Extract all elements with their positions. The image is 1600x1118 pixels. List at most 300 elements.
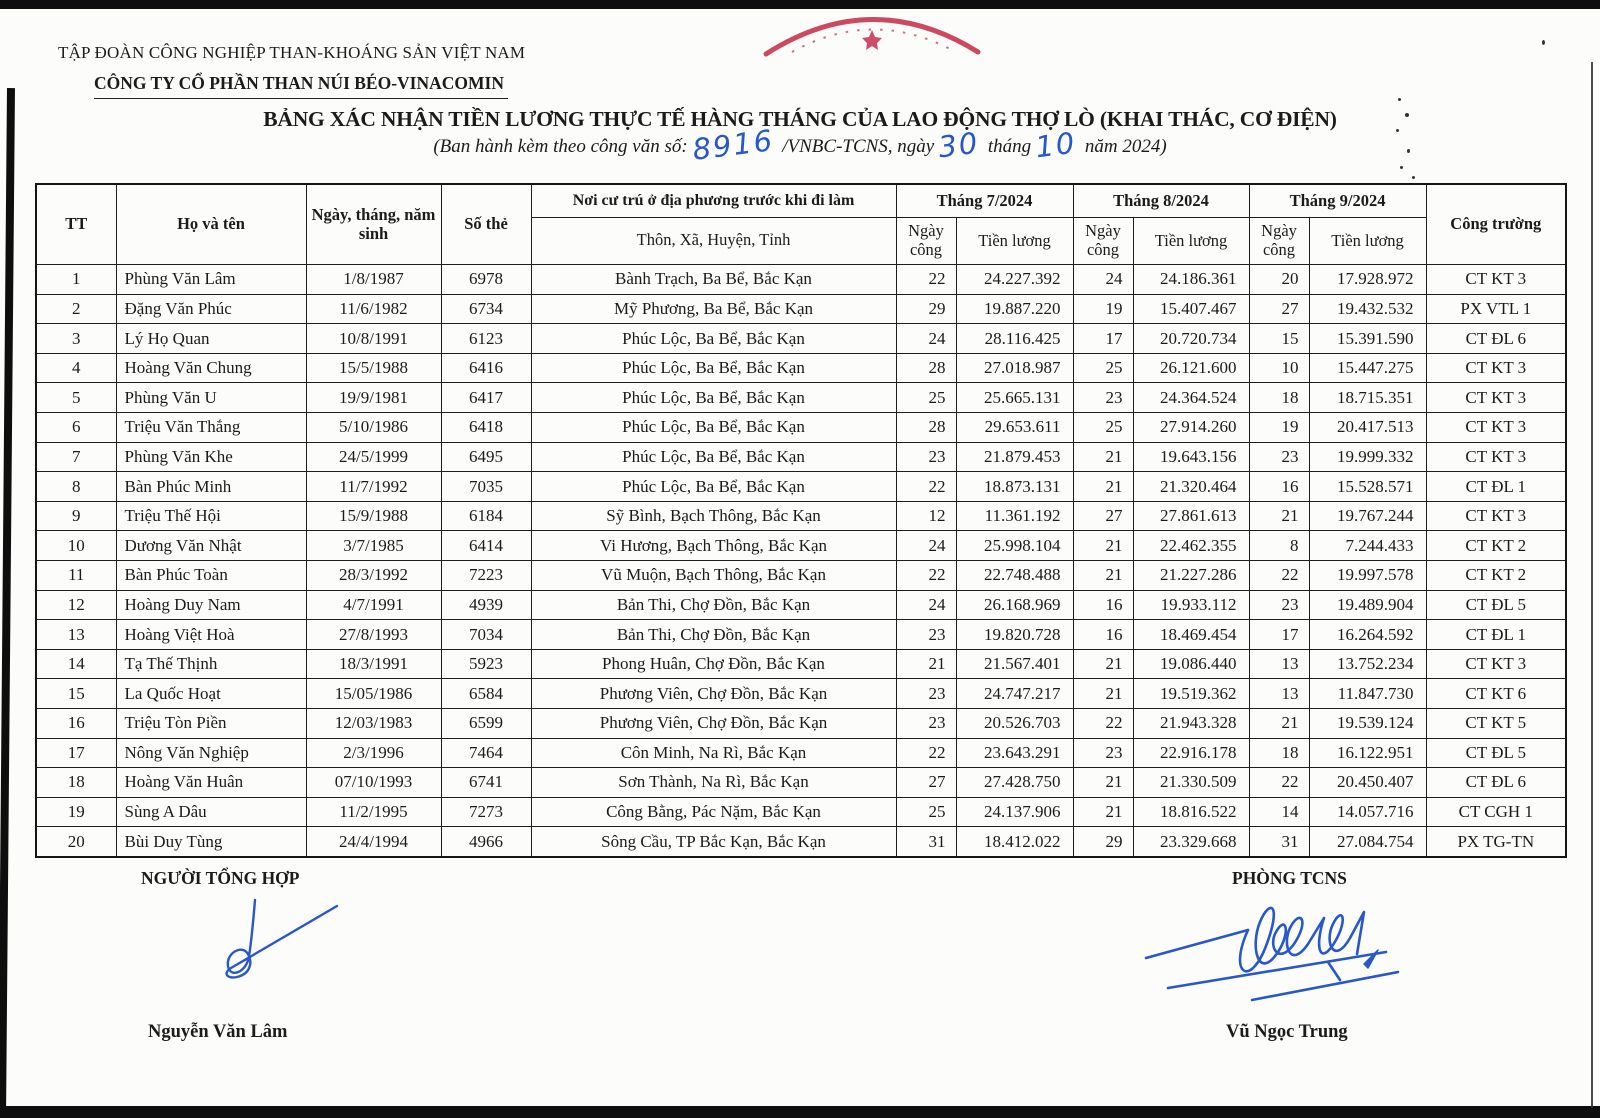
salary-table-body <box>36 265 1566 857</box>
cell-d8: 25 <box>1073 353 1133 383</box>
cell-tt: 3 <box>36 324 116 354</box>
cell-s8: 24.186.361 <box>1133 265 1249 295</box>
cell-s9: 11.847.730 <box>1309 679 1426 709</box>
cell-residence: Sỹ Bình, Bạch Thông, Bắc Kạn <box>531 501 896 531</box>
cell-d7: 25 <box>896 797 956 827</box>
cell-d7: 28 <box>896 353 956 383</box>
signature-name-left: Nguyễn Văn Lâm <box>148 1022 288 1042</box>
cell-dob: 3/7/1985 <box>306 531 441 561</box>
cell-dob: 10/8/1991 <box>306 324 441 354</box>
cell-card: 6584 <box>441 679 531 709</box>
subtitle-mid: /VNBC-TCNS, ngày <box>782 136 935 157</box>
cell-tt: 20 <box>36 827 116 857</box>
cell-name: Bàn Phúc Toàn <box>116 560 306 590</box>
cell-card: 7464 <box>441 738 531 768</box>
cell-s8: 23.329.668 <box>1133 827 1249 857</box>
cell-s7: 22.748.488 <box>956 560 1073 590</box>
cell-name: Sùng A Dâu <box>116 797 306 827</box>
cell-s9: 18.715.351 <box>1309 383 1426 413</box>
handwritten-doc-number: 8916 <box>690 123 776 167</box>
cell-tt: 13 <box>36 620 116 650</box>
cell-s7: 24.137.906 <box>956 797 1073 827</box>
cell-s7: 29.653.611 <box>956 412 1073 442</box>
cell-d9: 21 <box>1249 708 1309 738</box>
handwritten-month: 10 <box>1033 125 1079 165</box>
document-title: BẢNG XÁC NHẬN TIỀN LƯƠNG THỰC TẾ HÀNG THÁNG CỦA LAO ĐỘNG THỢ LÒ (KHAI THÁC, CƠ ĐIỆN) <box>263 107 1337 131</box>
cell-card: 6123 <box>441 324 531 354</box>
cell-d9: 13 <box>1249 649 1309 679</box>
col-header-days-8: Ngày công <box>1073 218 1133 265</box>
cell-dob: 28/3/1992 <box>306 560 441 590</box>
cell-s9: 14.057.716 <box>1309 797 1426 827</box>
cell-name: Phùng Văn Khe <box>116 442 306 472</box>
cell-d8: 27 <box>1073 501 1133 531</box>
signature-name-right: Vũ Ngọc Trung <box>1226 1022 1348 1042</box>
cell-s7: 25.665.131 <box>956 383 1073 413</box>
cell-residence: Sông Cầu, TP Bắc Kạn, Bắc Kạn <box>531 827 896 857</box>
col-header-salary-7: Tiền lương <box>956 218 1073 265</box>
cell-site: CT KT 3 <box>1426 412 1566 442</box>
letterhead <box>58 40 525 99</box>
scan-edge-right <box>1591 62 1593 1108</box>
table-row <box>36 324 1566 354</box>
col-header-salary-8: Tiền lương <box>1133 218 1249 265</box>
col-header-salary-9: Tiền lương <box>1309 218 1426 265</box>
cell-site: PX TG-TN <box>1426 827 1566 857</box>
cell-d7: 22 <box>896 560 956 590</box>
cell-name: Tạ Thế Thịnh <box>116 649 306 679</box>
cell-site: CT ĐL 5 <box>1426 590 1566 620</box>
cell-s8: 18.469.454 <box>1133 620 1249 650</box>
cell-d9: 23 <box>1249 590 1309 620</box>
cell-d8: 21 <box>1073 768 1133 798</box>
cell-dob: 24/4/1994 <box>306 827 441 857</box>
cell-name: Đặng Văn Phúc <box>116 294 306 324</box>
scan-edge-left <box>0 88 15 1118</box>
cell-site: CT KT 2 <box>1426 531 1566 561</box>
cell-d8: 25 <box>1073 412 1133 442</box>
cell-residence: Mỹ Phương, Ba Bể, Bắc Kạn <box>531 294 896 324</box>
cell-d7: 24 <box>896 324 956 354</box>
cell-d7: 24 <box>896 590 956 620</box>
cell-site: CT KT 2 <box>1426 560 1566 590</box>
cell-residence: Côn Minh, Na Rì, Bắc Kạn <box>531 738 896 768</box>
cell-card: 7273 <box>441 797 531 827</box>
cell-s8: 21.227.286 <box>1133 560 1249 590</box>
cell-card: 6599 <box>441 708 531 738</box>
signature-title-right: PHÒNG TCNS <box>1232 868 1347 888</box>
cell-d7: 23 <box>896 708 956 738</box>
cell-d9: 21 <box>1249 501 1309 531</box>
cell-s9: 19.997.578 <box>1309 560 1426 590</box>
cell-name: Bùi Duy Tùng <box>116 827 306 857</box>
red-stamp-arc-icon <box>752 2 992 66</box>
cell-dob: 07/10/1993 <box>306 768 441 798</box>
cell-card: 6734 <box>441 294 531 324</box>
cell-name: Dương Văn Nhật <box>116 531 306 561</box>
cell-s8: 24.364.524 <box>1133 383 1249 413</box>
col-header-month7: Tháng 7/2024 <box>896 184 1073 218</box>
cell-s8: 21.330.509 <box>1133 768 1249 798</box>
cell-dob: 18/3/1991 <box>306 649 441 679</box>
cell-name: Hoàng Văn Chung <box>116 353 306 383</box>
ink-speck <box>1405 113 1409 117</box>
cell-s9: 20.450.407 <box>1309 768 1426 798</box>
cell-name: Bàn Phúc Minh <box>116 472 306 502</box>
cell-card: 6978 <box>441 265 531 295</box>
cell-d8: 22 <box>1073 708 1133 738</box>
cell-name: Phùng Văn U <box>116 383 306 413</box>
cell-residence: Phúc Lộc, Ba Bể, Bắc Kạn <box>531 324 896 354</box>
cell-d7: 22 <box>896 472 956 502</box>
cell-s9: 27.084.754 <box>1309 827 1426 857</box>
cell-d9: 31 <box>1249 827 1309 857</box>
cell-card: 6418 <box>441 412 531 442</box>
table-row <box>36 472 1566 502</box>
cell-d8: 19 <box>1073 294 1133 324</box>
cell-site: CT KT 3 <box>1426 442 1566 472</box>
cell-tt: 16 <box>36 708 116 738</box>
col-header-name: Họ và tên <box>116 184 306 265</box>
cell-s8: 18.816.522 <box>1133 797 1249 827</box>
cell-dob: 11/7/1992 <box>306 472 441 502</box>
cell-tt: 17 <box>36 738 116 768</box>
cell-site: PX VTL 1 <box>1426 294 1566 324</box>
cell-s7: 21.879.453 <box>956 442 1073 472</box>
cell-s8: 20.720.734 <box>1133 324 1249 354</box>
table-row <box>36 679 1566 709</box>
cell-residence: Phúc Lộc, Ba Bể, Bắc Kạn <box>531 383 896 413</box>
cell-d9: 22 <box>1249 768 1309 798</box>
col-header-dob: Ngày, tháng, năm sinh <box>306 184 441 265</box>
cell-tt: 5 <box>36 383 116 413</box>
cell-tt: 14 <box>36 649 116 679</box>
cell-card: 4966 <box>441 827 531 857</box>
cell-tt: 1 <box>36 265 116 295</box>
org-name-parent: TẬP ĐOÀN CÔNG NGHIỆP THAN-KHOÁNG SẢN VIỆT NAM <box>58 43 526 62</box>
cell-s8: 26.121.600 <box>1133 353 1249 383</box>
cell-d7: 22 <box>896 265 956 295</box>
cell-s8: 19.933.112 <box>1133 590 1249 620</box>
cell-s9: 19.999.332 <box>1309 442 1426 472</box>
cell-residence: Phương Viên, Chợ Đồn, Bắc Kạn <box>531 679 896 709</box>
cell-residence: Phương Viên, Chợ Đồn, Bắc Kạn <box>531 708 896 738</box>
table-row <box>36 383 1566 413</box>
table-row <box>36 590 1566 620</box>
cell-s7: 27.428.750 <box>956 768 1073 798</box>
cell-s8: 22.462.355 <box>1133 531 1249 561</box>
cell-name: Nông Văn Nghiệp <box>116 738 306 768</box>
col-header-month9: Tháng 9/2024 <box>1249 184 1426 218</box>
table-row <box>36 768 1566 798</box>
cell-tt: 11 <box>36 560 116 590</box>
cell-site: CT KT 3 <box>1426 501 1566 531</box>
cell-card: 6184 <box>441 501 531 531</box>
table-row <box>36 708 1566 738</box>
ink-speck <box>1400 166 1403 169</box>
cell-d8: 21 <box>1073 679 1133 709</box>
cell-d8: 21 <box>1073 649 1133 679</box>
ink-speck <box>1542 40 1545 45</box>
cell-d7: 23 <box>896 679 956 709</box>
cell-card: 5923 <box>441 649 531 679</box>
cell-residence: Phúc Lộc, Ba Bể, Bắc Kạn <box>531 353 896 383</box>
cell-s7: 24.747.217 <box>956 679 1073 709</box>
cell-d7: 22 <box>896 738 956 768</box>
cell-dob: 4/7/1991 <box>306 590 441 620</box>
cell-d8: 23 <box>1073 738 1133 768</box>
cell-dob: 5/10/1986 <box>306 412 441 442</box>
cell-s8: 15.407.467 <box>1133 294 1249 324</box>
table-row <box>36 620 1566 650</box>
cell-d7: 24 <box>896 531 956 561</box>
cell-dob: 24/5/1999 <box>306 442 441 472</box>
cell-name: Triệu Tòn Piền <box>116 708 306 738</box>
cell-s8: 19.086.440 <box>1133 649 1249 679</box>
cell-site: CT ĐL 1 <box>1426 472 1566 502</box>
table-row <box>36 738 1566 768</box>
cell-d9: 8 <box>1249 531 1309 561</box>
ink-speck <box>1398 98 1401 101</box>
cell-tt: 12 <box>36 590 116 620</box>
cell-d9: 16 <box>1249 472 1309 502</box>
cell-card: 7223 <box>441 560 531 590</box>
table-row <box>36 442 1566 472</box>
subtitle-prefix: (Ban hành kèm theo công văn số: <box>433 136 688 157</box>
cell-tt: 15 <box>36 679 116 709</box>
cell-d9: 13 <box>1249 679 1309 709</box>
cell-d8: 21 <box>1073 531 1133 561</box>
col-header-residence <box>531 184 896 265</box>
cell-site: CT KT 6 <box>1426 679 1566 709</box>
cell-s8: 27.914.260 <box>1133 412 1249 442</box>
cell-s7: 18.873.131 <box>956 472 1073 502</box>
cell-d8: 21 <box>1073 472 1133 502</box>
signature-right-icon <box>1128 892 1458 1008</box>
cell-d7: 29 <box>896 294 956 324</box>
cell-dob: 15/05/1986 <box>306 679 441 709</box>
subtitle-thang: tháng <box>987 136 1032 157</box>
cell-s7: 20.526.703 <box>956 708 1073 738</box>
cell-s9: 19.767.244 <box>1309 501 1426 531</box>
cell-residence: Vi Hương, Bạch Thông, Bắc Kạn <box>531 531 896 561</box>
col-header-month8: Tháng 8/2024 <box>1073 184 1249 218</box>
cell-s7: 21.567.401 <box>956 649 1073 679</box>
handwritten-day: 30 <box>936 125 982 165</box>
cell-d8: 21 <box>1073 797 1133 827</box>
cell-tt: 2 <box>36 294 116 324</box>
cell-d8: 17 <box>1073 324 1133 354</box>
cell-d9: 18 <box>1249 383 1309 413</box>
table-row <box>36 827 1566 857</box>
cell-s9: 16.264.592 <box>1309 620 1426 650</box>
table-row <box>36 531 1566 561</box>
table-row <box>36 353 1566 383</box>
cell-d8: 24 <box>1073 265 1133 295</box>
table-row <box>36 797 1566 827</box>
cell-residence: Bản Thi, Chợ Đồn, Bắc Kạn <box>531 590 896 620</box>
cell-dob: 19/9/1981 <box>306 383 441 413</box>
ink-speck <box>1412 176 1415 179</box>
col-header-tt: TT <box>36 184 116 265</box>
cell-card: 6417 <box>441 383 531 413</box>
cell-d9: 19 <box>1249 412 1309 442</box>
cell-s9: 16.122.951 <box>1309 738 1426 768</box>
cell-s9: 19.432.532 <box>1309 294 1426 324</box>
ink-speck <box>1407 149 1410 153</box>
cell-residence: Phúc Lộc, Ba Bể, Bắc Kạn <box>531 412 896 442</box>
cell-residence: Vũ Muộn, Bạch Thông, Bắc Kạn <box>531 560 896 590</box>
cell-tt: 4 <box>36 353 116 383</box>
cell-name: Phùng Văn Lâm <box>116 265 306 295</box>
cell-residence: Bành Trạch, Ba Bể, Bắc Kạn <box>531 265 896 295</box>
cell-site: CT KT 3 <box>1426 265 1566 295</box>
cell-name: Hoàng Việt Hoà <box>116 620 306 650</box>
cell-card: 6495 <box>441 442 531 472</box>
cell-s7: 26.168.969 <box>956 590 1073 620</box>
col-header-residence-bottom: Thôn, Xã, Huyện, Tỉnh <box>636 230 791 250</box>
org-name-company: CÔNG TY CỔ PHẦN THAN NÚI BÉO-VINACOMIN <box>94 70 508 99</box>
cell-s7: 27.018.987 <box>956 353 1073 383</box>
cell-dob: 11/2/1995 <box>306 797 441 827</box>
cell-d9: 20 <box>1249 265 1309 295</box>
cell-d7: 23 <box>896 620 956 650</box>
cell-card: 7034 <box>441 620 531 650</box>
cell-d9: 27 <box>1249 294 1309 324</box>
cell-s8: 22.916.178 <box>1133 738 1249 768</box>
cell-name: Hoàng Duy Nam <box>116 590 306 620</box>
cell-s8: 19.519.362 <box>1133 679 1249 709</box>
cell-tt: 10 <box>36 531 116 561</box>
cell-card: 6416 <box>441 353 531 383</box>
cell-tt: 19 <box>36 797 116 827</box>
cell-card: 4939 <box>441 590 531 620</box>
cell-site: CT KT 3 <box>1426 353 1566 383</box>
cell-dob: 2/3/1996 <box>306 738 441 768</box>
cell-card: 6741 <box>441 768 531 798</box>
cell-s8: 27.861.613 <box>1133 501 1249 531</box>
cell-s8: 21.943.328 <box>1133 708 1249 738</box>
col-header-residence-top: Nơi cư trú ở địa phương trước khi đi làm <box>532 186 896 218</box>
cell-d7: 27 <box>896 768 956 798</box>
cell-s8: 19.643.156 <box>1133 442 1249 472</box>
cell-s7: 24.227.392 <box>956 265 1073 295</box>
cell-s7: 23.643.291 <box>956 738 1073 768</box>
cell-s7: 19.820.728 <box>956 620 1073 650</box>
cell-d7: 12 <box>896 501 956 531</box>
signature-left-icon <box>185 892 355 1000</box>
cell-d9: 14 <box>1249 797 1309 827</box>
stamp-star-icon <box>862 30 882 50</box>
cell-d9: 15 <box>1249 324 1309 354</box>
cell-d8: 21 <box>1073 442 1133 472</box>
cell-d9: 22 <box>1249 560 1309 590</box>
cell-tt: 18 <box>36 768 116 798</box>
cell-d8: 16 <box>1073 620 1133 650</box>
cell-name: Lý Họ Quan <box>116 324 306 354</box>
cell-d7: 31 <box>896 827 956 857</box>
cell-d8: 16 <box>1073 590 1133 620</box>
cell-d8: 29 <box>1073 827 1133 857</box>
scan-edge-bottom <box>0 1106 1600 1118</box>
cell-s7: 18.412.022 <box>956 827 1073 857</box>
col-header-days-7: Ngày công <box>896 218 956 265</box>
cell-site: CT KT 5 <box>1426 708 1566 738</box>
cell-d7: 23 <box>896 442 956 472</box>
cell-residence: Phúc Lộc, Ba Bể, Bắc Kạn <box>531 472 896 502</box>
cell-d9: 18 <box>1249 738 1309 768</box>
subtitle-suffix: năm 2024) <box>1084 136 1167 157</box>
cell-name: Triệu Văn Thắng <box>116 412 306 442</box>
cell-site: CT KT 3 <box>1426 649 1566 679</box>
cell-residence: Công Bằng, Pác Nặm, Bắc Kạn <box>531 797 896 827</box>
cell-site: CT ĐL 6 <box>1426 324 1566 354</box>
cell-d9: 17 <box>1249 620 1309 650</box>
table-row <box>36 501 1566 531</box>
cell-site: CT ĐL 5 <box>1426 738 1566 768</box>
cell-tt: 8 <box>36 472 116 502</box>
cell-s9: 15.391.590 <box>1309 324 1426 354</box>
cell-s7: 25.998.104 <box>956 531 1073 561</box>
cell-dob: 1/8/1987 <box>306 265 441 295</box>
cell-name: Triệu Thế Hội <box>116 501 306 531</box>
cell-tt: 9 <box>36 501 116 531</box>
cell-s9: 13.752.234 <box>1309 649 1426 679</box>
cell-d7: 25 <box>896 383 956 413</box>
cell-s9: 7.244.433 <box>1309 531 1426 561</box>
cell-d7: 21 <box>896 649 956 679</box>
cell-s8: 21.320.464 <box>1133 472 1249 502</box>
cell-site: CT KT 3 <box>1426 383 1566 413</box>
cell-dob: 12/03/1983 <box>306 708 441 738</box>
cell-residence: Phúc Lộc, Ba Bể, Bắc Kạn <box>531 442 896 472</box>
cell-tt: 7 <box>36 442 116 472</box>
cell-site: CT CGH 1 <box>1426 797 1566 827</box>
cell-d8: 23 <box>1073 383 1133 413</box>
cell-card: 7035 <box>441 472 531 502</box>
col-header-card: Số thẻ <box>441 184 531 265</box>
cell-site: CT ĐL 6 <box>1426 768 1566 798</box>
cell-d9: 23 <box>1249 442 1309 472</box>
cell-dob: 27/8/1993 <box>306 620 441 650</box>
cell-s7: 19.887.220 <box>956 294 1073 324</box>
cell-s7: 11.361.192 <box>956 501 1073 531</box>
cell-s9: 19.539.124 <box>1309 708 1426 738</box>
col-header-site: Công trường <box>1426 184 1566 265</box>
document-subtitle <box>0 123 1600 167</box>
cell-s9: 17.928.972 <box>1309 265 1426 295</box>
cell-s7: 28.116.425 <box>956 324 1073 354</box>
cell-residence: Bản Thi, Chợ Đồn, Bắc Kạn <box>531 620 896 650</box>
cell-s9: 15.528.571 <box>1309 472 1426 502</box>
col-header-days-9: Ngày công <box>1249 218 1309 265</box>
cell-d9: 10 <box>1249 353 1309 383</box>
table-row <box>36 560 1566 590</box>
table-row <box>36 412 1566 442</box>
cell-s9: 15.447.275 <box>1309 353 1426 383</box>
cell-dob: 15/5/1988 <box>306 353 441 383</box>
ink-speck <box>1396 129 1399 132</box>
cell-residence: Phong Huân, Chợ Đồn, Bắc Kạn <box>531 649 896 679</box>
table-row <box>36 294 1566 324</box>
salary-table <box>35 183 1567 858</box>
table-row <box>36 649 1566 679</box>
cell-dob: 11/6/1982 <box>306 294 441 324</box>
table-row <box>36 265 1566 295</box>
cell-residence: Sơn Thành, Na Rì, Bắc Kạn <box>531 768 896 798</box>
cell-s9: 19.489.904 <box>1309 590 1426 620</box>
cell-site: CT ĐL 1 <box>1426 620 1566 650</box>
